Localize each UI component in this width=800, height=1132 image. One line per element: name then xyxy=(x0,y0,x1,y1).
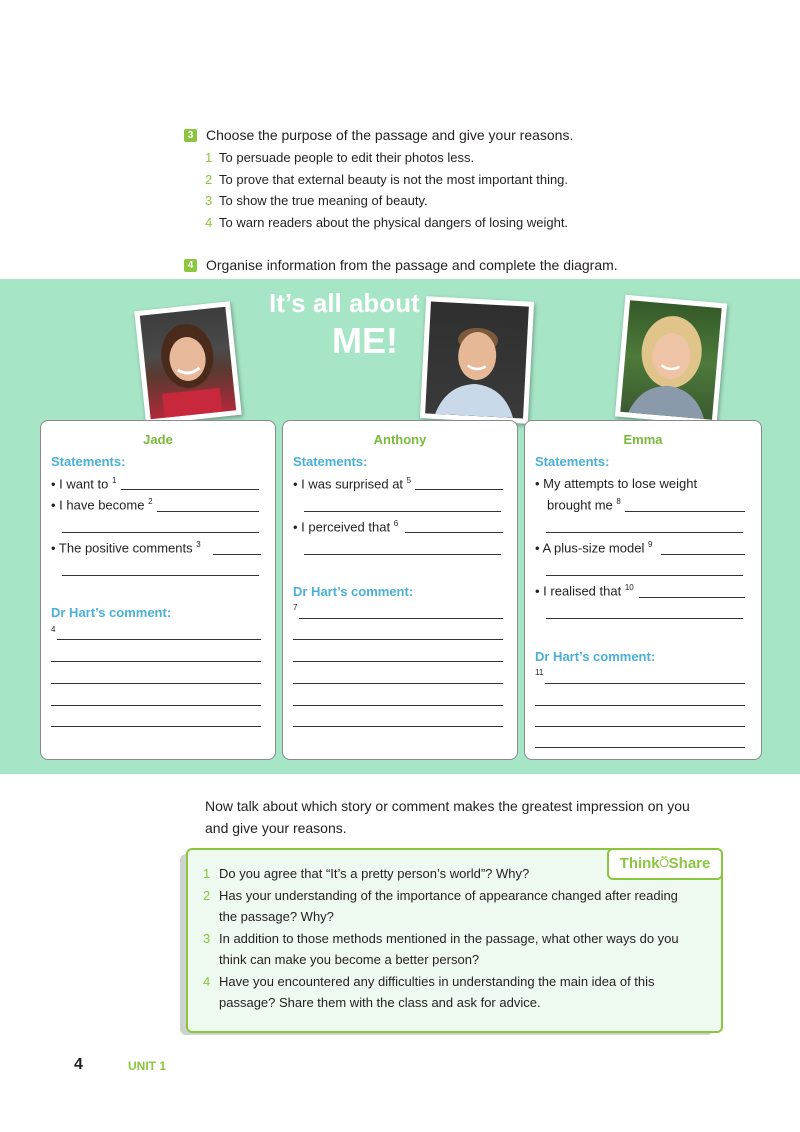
emma-name: Emma xyxy=(623,432,663,447)
option-1 xyxy=(205,147,568,169)
jade-statements-label: Statements: xyxy=(51,454,126,469)
question-number: 2 xyxy=(203,887,211,903)
emma-statements-label: Statements: xyxy=(535,454,610,469)
question-4-badge: 4 xyxy=(184,259,197,272)
anthony-card xyxy=(282,420,518,760)
blank-10[interactable] xyxy=(639,597,745,598)
question-4-prompt: Organise information from the passage and complete the diagram. xyxy=(206,257,618,273)
emma-statement-1-cont xyxy=(547,497,621,512)
jade-statement-2 xyxy=(51,497,153,512)
unit-label: UNIT 1 xyxy=(128,1059,167,1073)
blank-5[interactable] xyxy=(415,489,503,490)
think-question-4 xyxy=(203,971,679,993)
blank-number: 3 xyxy=(196,540,201,549)
blank-number: 6 xyxy=(393,519,399,528)
discussion-line-1: Now talk about which story or comment makes the greatest impression on you xyxy=(205,798,690,814)
think-question-3 xyxy=(203,928,679,950)
diagram-title-line2: ME! xyxy=(332,320,398,361)
question-3-options xyxy=(205,147,568,233)
page-number: 4 xyxy=(74,1056,83,1073)
think-question-4-cont xyxy=(203,992,679,1014)
blank-2-cont[interactable] xyxy=(62,532,259,533)
anthony-photo xyxy=(420,296,534,423)
anthony-statement-1 xyxy=(293,476,411,491)
statement-text: • I realised that xyxy=(535,583,622,599)
think-share-questions xyxy=(203,863,679,1014)
emma-statement-2 xyxy=(535,540,652,555)
question-number: 3 xyxy=(203,930,211,946)
diagram-title-line1: It’s all about xyxy=(269,288,420,318)
anthony-name: Anthony xyxy=(373,432,427,447)
blank-4-line[interactable] xyxy=(51,661,261,662)
blank-11[interactable] xyxy=(545,683,745,684)
blank-7-number: 7 xyxy=(293,603,298,612)
anthony-statement-2 xyxy=(293,519,398,534)
blank-number: 5 xyxy=(406,476,412,485)
question-number: 1 xyxy=(203,866,211,881)
option-4 xyxy=(205,212,568,234)
think-question-2-cont xyxy=(203,906,679,928)
option-2 xyxy=(205,169,568,191)
blank-6[interactable] xyxy=(405,532,503,533)
question-3-badge: 3 xyxy=(184,129,197,142)
statement-text: • I have become xyxy=(51,497,145,513)
blank-2[interactable] xyxy=(157,511,259,512)
blank-9[interactable] xyxy=(661,554,745,555)
blank-7[interactable] xyxy=(299,618,503,619)
jade-card xyxy=(40,420,276,760)
option-number: 4 xyxy=(205,214,213,230)
discussion-prompt xyxy=(205,795,690,839)
blank-number: 1 xyxy=(111,476,117,485)
option-number: 2 xyxy=(205,171,213,187)
statement-text: • The positive comments xyxy=(51,540,193,556)
option-text: To persuade people to edit their photos less. xyxy=(219,150,475,165)
jade-name: Jade xyxy=(143,432,173,447)
blank-8[interactable] xyxy=(625,511,745,512)
blank-5-cont[interactable] xyxy=(304,511,501,512)
jade-statement-3 xyxy=(51,540,201,555)
jade-comment-label: Dr Hart’s comment: xyxy=(51,605,172,620)
option-3 xyxy=(205,190,568,212)
blank-number: 9 xyxy=(647,540,653,549)
option-text: To warn readers about the physical dangers of losing weight. xyxy=(219,214,569,230)
question-text: In addition to those methods mentioned in the passage, what other ways do you xyxy=(219,930,679,946)
blank-3-cont[interactable] xyxy=(62,575,259,576)
question-text: Do you agree that “It’s a pretty person’s world”? Why? xyxy=(219,866,530,881)
think-question-3-cont xyxy=(203,949,679,971)
statement-text: • I perceived that xyxy=(293,519,391,535)
think-share-badge: Think⍥Share xyxy=(607,848,723,880)
question-text: Has your understanding of the importance of appearance changed after reading xyxy=(219,887,678,903)
blank-7-line[interactable] xyxy=(293,726,503,727)
emma-card xyxy=(524,420,762,760)
statement-text: • I was surprised at xyxy=(293,476,404,492)
blank-11-line[interactable] xyxy=(535,726,745,727)
discussion-line-2: and give your reasons. xyxy=(205,820,347,836)
blank-7-line[interactable] xyxy=(293,661,503,662)
question-text: passage? Share them with the class and ask for advice. xyxy=(219,995,541,1010)
blank-11-line[interactable] xyxy=(535,705,745,706)
blank-6-cont[interactable] xyxy=(304,554,501,555)
anthony-comment-label: Dr Hart’s comment: xyxy=(293,584,414,599)
question-3-prompt: Choose the purpose of the passage and give your reasons. xyxy=(206,127,574,143)
question-text: the passage? Why? xyxy=(219,909,334,924)
blank-7-line[interactable] xyxy=(293,705,503,706)
blank-11-number: 11 xyxy=(535,668,544,677)
blank-number: 10 xyxy=(624,583,634,592)
think-question-2 xyxy=(203,885,679,907)
emma-comment-label: Dr Hart’s comment: xyxy=(535,649,656,664)
emma-photo xyxy=(615,295,727,425)
statement-text: • A plus-size model xyxy=(535,540,645,556)
blank-1[interactable] xyxy=(121,489,259,490)
option-number: 1 xyxy=(205,150,213,165)
jade-statement-1 xyxy=(51,476,116,491)
question-text: Have you encountered any difficulties in understanding the main idea of this xyxy=(219,973,655,989)
option-number: 3 xyxy=(205,193,213,208)
blank-4-line[interactable] xyxy=(51,683,261,684)
statement-text: • I want to xyxy=(51,476,109,492)
jade-photo xyxy=(134,301,241,424)
blank-4[interactable] xyxy=(57,639,261,640)
question-text: think can make you become a better person? xyxy=(219,952,480,967)
blank-7-line[interactable] xyxy=(293,683,503,684)
blank-10-cont[interactable] xyxy=(546,618,743,619)
blank-9-cont[interactable] xyxy=(546,575,743,576)
blank-7-line[interactable] xyxy=(293,639,503,640)
blank-11-line[interactable] xyxy=(535,747,745,748)
blank-8-cont[interactable] xyxy=(546,532,743,533)
emma-statement-3 xyxy=(535,583,634,598)
option-text: To show the true meaning of beauty. xyxy=(219,193,428,208)
option-text: To prove that external beauty is not the most important thing. xyxy=(219,171,569,187)
blank-number: 2 xyxy=(148,497,153,506)
emma-statement-1: • My attempts to lose weight xyxy=(535,476,698,491)
blank-4-line[interactable] xyxy=(51,705,261,706)
anthony-statements-label: Statements: xyxy=(293,454,368,469)
blank-4-number: 4 xyxy=(51,625,56,634)
blank-3[interactable] xyxy=(213,554,261,555)
statement-text: brought me xyxy=(547,497,613,513)
question-number: 4 xyxy=(203,973,211,989)
blank-4-line[interactable] xyxy=(51,726,261,727)
blank-number: 8 xyxy=(616,497,621,506)
